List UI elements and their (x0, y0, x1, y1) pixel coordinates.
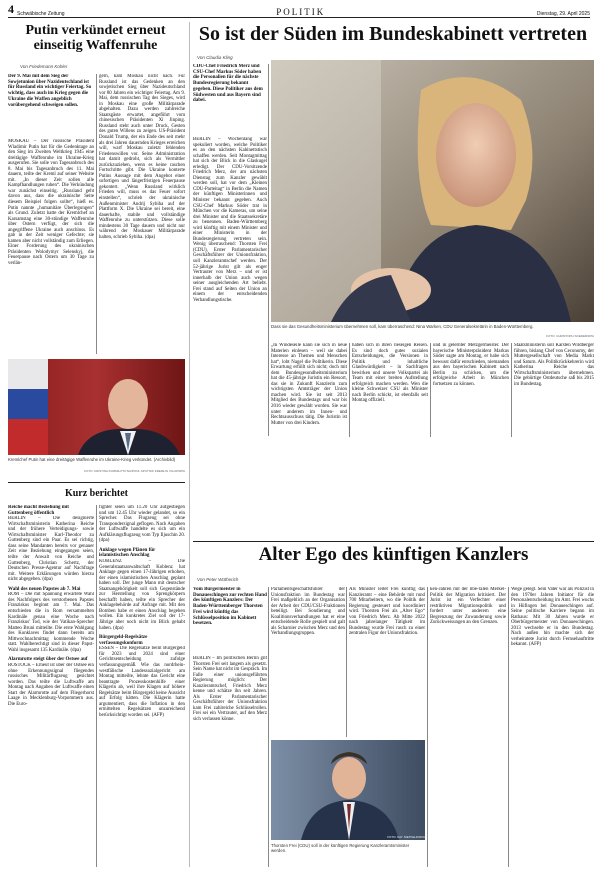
frei-credit: FOTO: KAY NIETFELD/DPA (387, 835, 425, 839)
south-col4: und in gelernter Metzgermeister. Der bayerische Ministerpräsident Markus Söder sagte am Montag, er habe sich bewusst dafür entschieden, niemanden aus den bayerischen Kabinett nach Berlin zu schicken, um die erfolgreiche Arbeit in München fortsetzen zu können. (433, 343, 509, 387)
section-title: POLITIK (276, 7, 326, 17)
issue-date: Dienstag, 29. April 2025 (536, 11, 590, 17)
left-headline: Putin verkündet erneut einseitig Waffenruhe (25, 23, 166, 53)
kanzler-lead: Vom Bürgermeister in Donaueschingen zur rechten Hand des künftigen Kanzlers: Der Baden-Württemberger Thorsten Frei wird künftig das Schlüsselposition im Kabinett besetzen. (193, 587, 267, 627)
kurz-rule (8, 482, 185, 483)
column-rule (430, 343, 431, 437)
left-lead: Der 9. Mai mit dem Sieg der Sowjetunion über Nazideutschland ist für Russland ein wichtiger Feiertag. So wichtig, dass auch im Krieg gegen die Ukraine die Waffen angeblich vorübergehend schweigen sollen. (8, 74, 92, 108)
kurz-item-text: ROSTOCK – Erneut ist über der Ostsee ein ohne Erkennungssignal fliegendes russisches Militärflugzeug gesichtet worden. Das teilte die Luftwaffe am Montag nach Angaben der Luftwaffe einen Start der Alarmrotte auf dem Fliegerhorst Laage in Mecklenburg-Vorpommern aus. Die Euro- (8, 662, 94, 707)
column-rule (508, 587, 509, 867)
kanzler-col3: Als Minister leitet Frei künftig das Kanzleramt – eine Behörde mit rund 700 Mitarbeitern, wo die Politik der Regierung gesteuert und koordiniert wird. Thorsten Frei als „Alter Ego“ von Friedrich Merz. Ab Mitte 2022 nach jahrelanger Tätigkeit im Bundestag wurde Frei rasch zu einer zentralen Figur der Unionsfraktion. (349, 587, 425, 637)
frei-caption: Thorsten Frei (CDU) soll in der künftigen Regierung Kanzleramtsminister werden. (271, 843, 410, 853)
kurz-item-text: ROM – Die mit Spannung erwartete Wahl des Nachfolgers des verstorbenen Papstes Franziskus beginnt am 7. Mai. Das entschieden die in Rom versammelten Kardinäle genau eine Woche nach Franziskus' Tod, wie der Vatikan-Sprecher Matteo Bruni mitteilte. Die erste Wahlgang des Konklaves findet dann bereits am Mittwochnachmittag kommende Woche statt. Wahlberechtigt sind in dieser Papst-Wahl insgesamt 135 Kardinäle. (dpa) (8, 592, 94, 653)
kurz-item-head: Anklage wegen Plänen für islamistischen Anschlag (99, 547, 156, 559)
putin-photo (8, 359, 185, 455)
column-rule (96, 505, 97, 867)
kanzler-rule (193, 541, 594, 542)
putin-credit: FOTO: KRISTINA KORMILITSYNA/POOL SPUTNIK KREMLIN VIA AP/DPA (84, 469, 185, 473)
kurz-item-head: Alarmrotte steigt über der Ostsee auf (8, 657, 88, 663)
south-col1: BERLIN – Wochenlang war spekuliert worden, welche Politiker es an den nächsten Kabinettstisch schaffen werden. Seit Montagmittag hat sich der Blick in die Glaskugel erledigt. Der CDU-Vorsitzende Friedrich Merz, der am nächsten Dienstag zum Kanzler gewählt werden soll, hat vor dem „Kleinen CDU-Parteitag“ in Berlin die Namen der künftigen Ministerinnen und Minister bekannt gegeben. Auch CSU-Chef Markus Söder trat in München vor die Kameras, um seine drei Minister und die Staatssekretäre zu benennen. Baden-Württemberg wird künftig mit einem Minister und einer Ministerin in der Bundesregierung vertreten sein. Wenig überraschend: Thorsten Frei (CDU), Erster Parlamentarischer Geschäftsführer der Unionsfraktion, soll Kanzleramtschef werden. Der 52-jährige Jurist gilt als enger Vertrauter von Merz – und er ist innerhalb der Union auch wegen seiner ausgleichenden Art beliebt. Frei stand auf Seiten der Union an einem der entscheidenden Verhandlungstische. (193, 137, 267, 303)
kanzler-headline: Alter Ego des künftigen Kanzlers (258, 544, 529, 565)
kurz-item-text: ESSEN – Die Regelsätze beim Bürgergeld für 2023 und 2024 sind einer Gerichtsentscheidung zufolge verfassungsgemäß. Wie das nordrhein-westfälische Landessozialgericht am Montag mitteilte, lehnte das Gericht eine beantragte Prozesskostenhilfe einer Klägerin ab, weil ihre Klagen auf höhere Regelsätze beim Bürgergeld keine Aussicht auf Erfolg hätten. Die Klägerin hatte argumentiert, dass die Inflation in den ermittelten Regelsätzen unzureichend berücksichtigt worden sei. (AFP) (99, 646, 185, 718)
kurz-item-text: KOBLENZ – Die Generalstaatsanwaltschaft Koblenz hat Anklage gegen einen 17-Jährigen erhoben, der einen islamistischen Anschlag geplant haben soll. Der junge Mann mit deutscher Staatsangehörigkeit soll sich Gegenstände zur Herstellung von Sprengkörpern beschafft haben, teilte ein Sprecher der Anklagebehörde auf Anfrage mit. Mit den Bomben habe er einen Anschlag begehen wollen. Ein konkretes Ziel soll der 17-Jährige aber noch nicht im Blick gehabt haben. (dpa) (99, 559, 185, 631)
column-rule (349, 343, 350, 437)
left-col2: gern, kam Moskau nicht nach. Für Russland ist das Gedenken an den sowjetischen Sieg über Nazideutschland vor 80 Jahren ein wichtiger Feiertag. Am 9. Mai, dem russischen Tag des Sieges, wird in Moskau eine große Militärparade abgehalten. Dazu werden zahlreiche Staatsgäste erwartet, angeführt vom chinesischen Präsidenten Xi Jinping. Russland steht auch unter Druck, Gesten des guten Willens zu zeigen. US-Präsident Donald Trump, der ein Ende des seit mehr als drei Jahren dauernden Krieges erreichen will, warf Moskau zuletzt fehlenden Friedenswillen vor. Seine Administration hat damit gedroht, sich als Vermittler zurückzuziehen, wenn es keine raschen Fortschritte gibt. Die Ukraine konterte Putins Aussage mit dem Angebot einer sofortigen und längerfristigen Feuerpause gekontert. „Wenn Russland wirklich Frieden will, muss es das Feuer sofort einstellen“, schrieb der ukrainische Außenminister Andrij Sybiha auf der Plattform X. Die Ukraine sei bereit, eine dauerhafte, stabile und vollständige Waffenruhe zu unterstützen. Diese solle mindestens 30 Tage dauern und nicht nur während der Moskauer Militärparade halten, schrieb Sybiha. (dpa) (99, 74, 185, 240)
south-byline: Von Claudia Kling (197, 55, 233, 60)
kurz-item-head: Wahl des neuen Papstes ab 7. Mai (8, 586, 81, 592)
kurz-col2 (99, 505, 185, 867)
column-rule (268, 64, 269, 436)
paper-name: Schwäbische Zeitung (17, 11, 65, 17)
column-rule (268, 587, 269, 867)
kanzler-col4: ken-Jahren mit der libe-ralen Merkel-Politik der Migration kritisiert. Der Jurist ist ein Verfechter einer restriktiven Migrationspolitik und fordert unter anderem eine Begrenzung der Zuwanderung sowie Zurückweisungen an den Grenzen. (430, 587, 506, 626)
warken-caption: Dass sie das Gesundheitsministerium übernehmen soll, kam überraschend: Nina Warken, CDU Generalsekretärin in Baden-Württemberg. (271, 324, 534, 329)
south-bottom-col0: Diese Erwartung erfüllt sich nicht; doch mit dem Bundesgesundheitsministerium hat die 45-jährige Juristin ein Ressort, das sie in Zukunft Kanzlerin zum wichtigsten Amtsträger der Union machen wird. Sie ist seit 2013 Mitglied des Bundestags und war bis 2016 wieder gewählt worden. Sie war unter anderem im Innen- und Rechtsausschuss tätig. Die Juristin ist Mutter von drei Kindern. (271, 359, 347, 426)
kurz-continued-text: fighter seien um 11.20 Uhr aufgestiegen und um 12.45 Uhr wieder gelandet, so ein Sprecher. Das Flugzeug sei ohne Transpondersignal geflogen. Nach Angaben der Luftwaffe handelte es sich um ein Aufklärungsflugzeug vom Typ Iljuschin 20. (dpa) (99, 505, 185, 544)
south-col3: haben sich in ihren rieseigen Reisen. Es sind doch gutes sozialen Entscheidungen, die Versionen in Politik und inhaltliche Glaubwürdigkeit – in Sachfragen bewirken und unsere Volkspartei als Team mit einer breiten Aufstellung erfolgreich machen werden. Wen die kleine Schweizer CSU als Minister nach Berlin schickt, ist ebenfalls seit Montag offiziell. (352, 343, 428, 404)
page-number: 4 (8, 2, 14, 16)
south-col2-text: „In Windeseile kann sie sich in neue Materien einlesen – weil sie dabei Interesse an Themen und Menschen hat“, lobt Nagel die Politikerin. (271, 343, 347, 365)
kurz-item-head: Bürgergeld-Regelsätze verfassungskonform (99, 635, 148, 646)
south-col2 (271, 343, 347, 437)
left-col1: MOSKAU – Der russische Präsident Wladimir Putin hat für die Gedenktage an den Sieg im Zweiten Weltkrieg 1945 eine dreitägige Waffenruhe im Ukraine-Krieg ausgerufen. Sie solle von Tagesanbruch des 8. Mai bis Tagesanbruch des 11. Mai dauern, teilte der Kreml auf seiner Website mit. „In dieser Zeit sollen alle Kampfhandlungen ruhen“. Die Verkündung war zunächst einseitig. „Russland geht davon aus, dass die ukrainische Seite diesem Beispiel folgen sollte“, hieß es. Putin nannte „humanitäre Überlegungen“ als Grund. Zuletzt hatte der Kremlchef an Karsamstag eine 30-stündige Waffenruhe über Ostern verfügt, der sich die angegriffene Ukraine auch anschloss. Es gab in der Zeit weniger Gefechte; sie kamen aber nicht vollständig zum Erliegen. Einer Forderung des ukrainischen Präsidenten Wolodymyr Selenskyj, die Feuerpause nach Ostern um 30 Tage zu verlän- (8, 139, 94, 267)
page-column-divider (189, 22, 190, 867)
kurz-item-text: BERLIN – Die designierte Wirtschaftsministerin Katherina Reiche und der frühere Verteidigungs- sowie Wirtschaftsminister Karl-Theodor zu Guttenberg sind ein Paar. Es sei richtig, dass seine Mandanten bereits vor genauer Zeit eine Beziehung eingegangen seien, teilte der Anwalt von Reiche und Guttenberg, Christian Schertz, der Deutschen Presse-Agentur auf Nachfrage mit. Weitere Erklärungen würden hierzu nicht abgegeben. (dpa) (8, 516, 94, 583)
kanzler-col2: Parlamentsgeschäftsführer der Unionsfraktion im Bundestag war Frei maßgeblich an der Organisation der Arbeit der CDU/CSU-Fraktionen beteiligt. Bei Sondierung und Koalitionsverhandlungen hat er eine entscheidende Rolle gespielt und galt als Scharnier zwischen Merz und den Verhandlungsgruppen. (271, 587, 345, 637)
column-rule (511, 343, 512, 437)
frei-photo (271, 740, 425, 840)
kanzler-col5: Wege gelegt. Sein Vater war als Polizist in den 1970er Jahren Initiator für die Personalentscheidung im Amt. Frei wuchs in Hüfingen bei Donaueschingen auf. Seine politische Karriere begann im Rathaus: Mit 30 Jahren wurde er Oberbürgermeister von Donaueschingen. 2013 wechselte er in den Bundestag. Nach außen hin machte sich der verheiratete Jurist durch Fernsehauftritte bekannt. (AFP) (511, 587, 594, 648)
column-rule (96, 74, 97, 354)
kanzler-byline: Von Peter Wütherich (197, 577, 239, 582)
left-byline: Von Friedemann Kohler (20, 64, 68, 69)
south-lead: CDU-Chef Friedrich Merz und CSU-Chef Markus Söder haben die Personalien für die nächste Bundesregierung bekannt gegeben. Diese Politiker aus dem Südwesten und aus Bayern sind dabei. (193, 64, 263, 104)
south-headline: So ist der Süden im Bundeskabinett vertreten (198, 23, 588, 45)
kurz-item-head: Reiche macht Beziehung mit Guttenberg öffentlich (8, 505, 69, 516)
south-col5: Staatsministerin soll Karsten Wildberger führen, bislang Chef von Ceconomy, der Muttergesellschaft von Media Markt und Saturn. Als Politikrückkehrerin wird Katherina Reiche das Wirtschaftsministerium übernehmen. Die gebürtige Ostdeutsche saß bis 2015 im Bundestag. (514, 343, 594, 387)
column-rule (346, 587, 347, 737)
kurz-col1 (8, 505, 94, 867)
kanzler-col1: BERLIN – Im politischen Berlin gilt Thorsten Frei seit langem als gesetzt. Sein Name hat nicht im Gespräch. Im Falle einer unionsgeführten Regierung möglich: Der Kanzleramtschef, Friedrich Merz kenne und schätze ihn seit Jahren. Als Erster Parlamentarischer Geschäftsführer der Unionsfraktion kam Frei zahlreiche Schlüsselrollen. Frei sei ein Vertrauter, auf den Merz sich verlassen könne. (193, 656, 267, 723)
putin-caption: Kremlchef Putin hat eine dreitägige Waffenruhe im Ukraine-Krieg verkündet. (Archivbild) (8, 457, 176, 462)
kurz-heading: Kurz berichtet (64, 488, 129, 499)
page-header (8, 4, 590, 18)
column-rule (427, 587, 428, 867)
warken-credit: FOTO: CHRISTOPH SOEDER/DPA (546, 334, 594, 338)
warken-photo (271, 60, 594, 322)
